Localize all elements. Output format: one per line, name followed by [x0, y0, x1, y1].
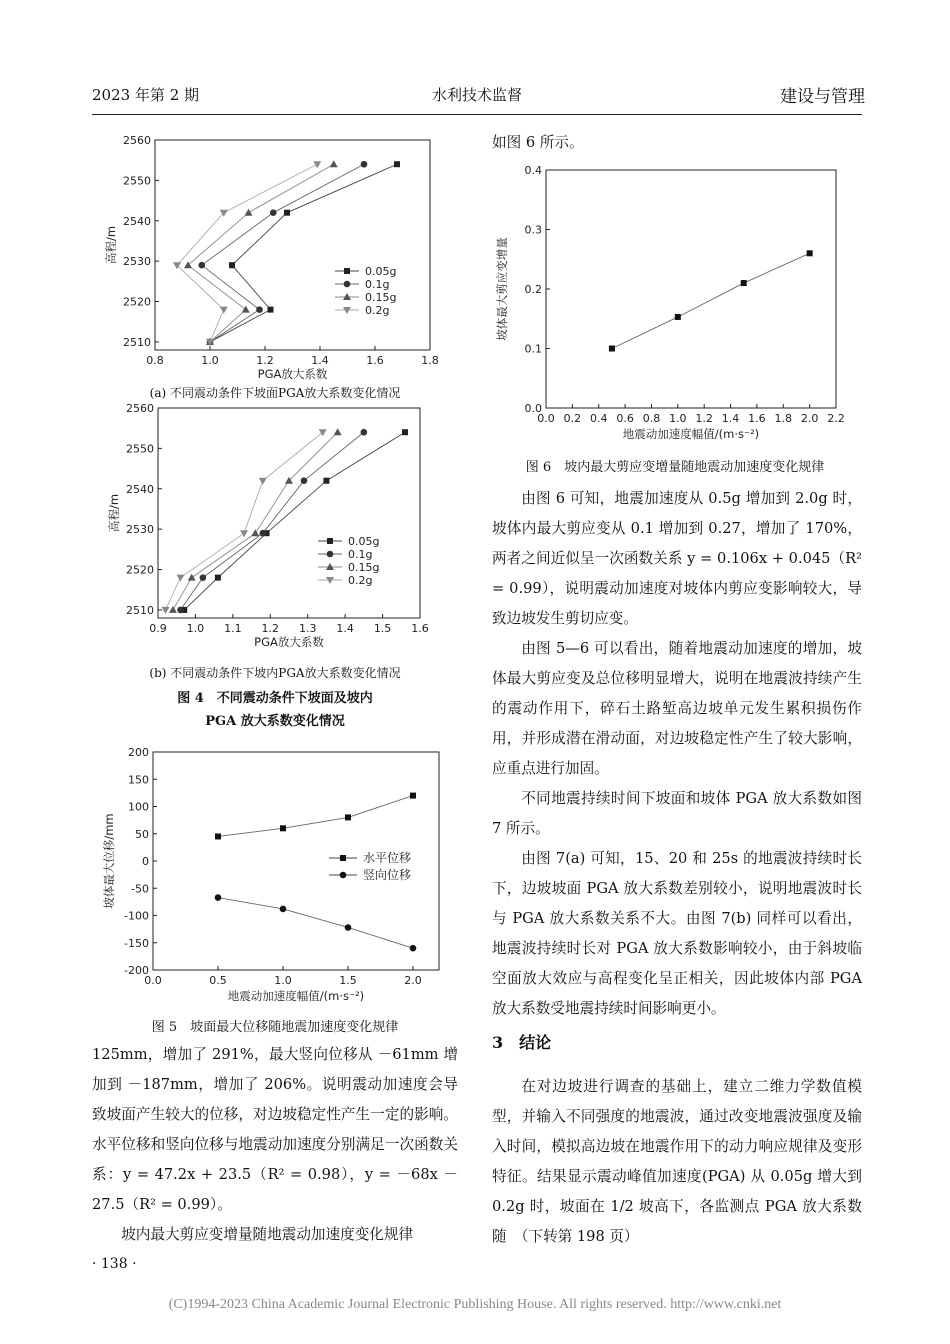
right-paragraph-3: 不同地震持续时间下坡面和坡体 PGA 放大系数如图 7 所示。	[492, 790, 862, 837]
x-axis-label: 地震动加速度幅值/(m·s⁻²)	[622, 427, 760, 441]
x-tick-label: 0.5	[209, 974, 227, 987]
figure-4a-caption: (a) 不同震动条件下坡面PGA放大系数变化情况	[149, 386, 401, 400]
y-tick-label: 200	[128, 746, 149, 759]
x-tick-label: 0.9	[149, 622, 167, 635]
figure-5-chart	[95, 742, 455, 1010]
section-title-conclusion: 3 结论	[492, 1033, 552, 1052]
data-point-0.2g	[220, 307, 228, 314]
figure-4a-chart	[100, 128, 450, 386]
y-tick-label: 100	[128, 800, 149, 814]
x-tick-label: 1.1	[224, 622, 242, 635]
x-tick-label: 1.8	[421, 354, 439, 367]
data-point-0.15g	[169, 606, 177, 613]
x-tick-label: 1.8	[774, 412, 793, 425]
legend-label: 0.1g	[365, 278, 390, 291]
x-axis-label: PGA放大系数	[257, 367, 328, 381]
x-tick-label: 1.0	[669, 412, 687, 425]
legend-marker-0.05g	[344, 268, 350, 274]
figure-5-caption: 图 5 坡面最大位移随地震加速度变化规律	[151, 1020, 399, 1035]
y-tick-label: 2510	[126, 603, 154, 617]
data-point-0.2g	[176, 575, 184, 582]
x-tick-label: 1.0	[274, 974, 292, 987]
data-point-0.15g	[330, 160, 338, 167]
legend-marker-竖向位移	[340, 872, 347, 879]
data-point-0.1g	[270, 209, 277, 216]
data-point-0.05g	[229, 262, 235, 268]
y-tick-label: 2540	[123, 214, 151, 228]
x-tick-label: 0.8	[642, 412, 661, 425]
data-point-0.1g	[177, 607, 184, 614]
x-tick-label: 1.5	[373, 622, 392, 635]
x-tick-label: 1.6	[748, 412, 766, 425]
y-tick-label: 150	[128, 773, 149, 787]
x-tick-label: 0.8	[146, 354, 164, 367]
y-tick-label: 50	[135, 827, 149, 841]
x-tick-label: 0.6	[616, 412, 634, 425]
data-point-0.05g	[284, 210, 290, 216]
x-tick-label: 1.0	[186, 622, 205, 635]
y-tick-label: -50	[131, 882, 149, 896]
data-point-竖向位移	[215, 894, 222, 901]
data-point-水平位移	[280, 825, 286, 831]
header-journal: 水利技术监督	[432, 86, 523, 104]
legend-marker-0.2g	[326, 577, 334, 584]
legend-marker-水平位移	[340, 855, 346, 861]
right-column-conclusion	[492, 1072, 862, 1252]
data-point-水平位移	[410, 793, 416, 799]
legend-label: 0.05g	[348, 535, 380, 548]
x-tick-label: 0.2	[563, 412, 582, 425]
data-point-0.15g	[188, 574, 196, 581]
right-paragraph-1: 由图 6 可知，地震加速度从 0.5g 增加到 2.0g 时，坡体内最大剪应变从 0.1 增加到 0.27，增加了 170%，两者之间近似呈一次函数关系 y = 0.106x + 0.045（R² = 0.99），说明震动加速度对坡体内剪应变影响较大，导致边坡发生剪切应变。	[492, 490, 862, 627]
x-tick-label: 0.0	[144, 974, 162, 987]
data-point-0.15g	[334, 428, 342, 435]
data-point-0.1g	[361, 429, 368, 436]
series-line-0.15g	[188, 164, 334, 342]
y-axis-label: 高程/m	[107, 493, 121, 533]
data-point-0.2g	[259, 478, 267, 485]
right-paragraph-0: 如图 6 所示。	[492, 134, 584, 151]
y-tick-label: 0	[142, 855, 149, 868]
data-point-竖向位移	[345, 924, 352, 931]
legend-label: 0.2g	[348, 574, 373, 587]
legend-label: 0.15g	[365, 291, 397, 304]
data-point-0.05g	[402, 429, 408, 435]
data-point-0.2g	[313, 161, 321, 168]
y-axis-label: 高程/m	[104, 225, 118, 265]
legend-marker-0.1g	[344, 281, 351, 288]
series-line-水平位移	[218, 796, 413, 837]
legend-label: 0.05g	[365, 265, 397, 278]
figure-4b-chart	[100, 398, 450, 654]
x-tick-label: 2.0	[800, 412, 819, 425]
y-axis-label: 坡体最大位移/mm	[102, 813, 116, 909]
x-tick-label: 1.2	[261, 622, 280, 635]
plot-frame	[546, 170, 836, 408]
legend-label: 0.1g	[348, 548, 373, 561]
data-point-竖向位移	[280, 906, 287, 913]
x-tick-label: 1.5	[339, 974, 357, 987]
figure-6-caption: 图 6 坡内最大剪应变增量随地震动加速度变化规律	[525, 460, 825, 475]
data-point-0.05g	[394, 161, 400, 167]
legend-marker-0.1g	[327, 551, 334, 558]
y-tick-label: 2560	[126, 402, 154, 415]
x-tick-label: 0.4	[589, 412, 608, 425]
figure-4-caption-line2: PGA 放大系数变化情况	[205, 714, 345, 729]
y-tick-label: 0.1	[524, 342, 542, 356]
x-tick-label: 2.0	[404, 974, 422, 987]
right-paragraph-4: 由图 7(a) 可知，15、20 和 25s 的地震波持续时长下，边坡坡面 PGA 放大系数差别较小，说明地震波时长与 PGA 放大系数关系不大。由图 7(b) 同样可以看出，地震波持续时长对 PGA 放大系数影响较小，由于斜坡临空面放大效应与高程变化呈正相关，因此坡体内部 PGA 放大系数受地震持续时间影响更小。	[492, 850, 862, 1017]
series-line-0.1g	[180, 432, 363, 610]
y-tick-label: 0.3	[524, 223, 542, 237]
x-tick-label: 1.4	[311, 354, 329, 367]
y-tick-label: 2530	[123, 255, 151, 269]
data-point-最大剪应变增量	[609, 346, 615, 352]
series-line-0.2g	[165, 432, 322, 610]
series-line-0.2g	[177, 164, 317, 342]
data-point-0.15g	[242, 306, 250, 313]
data-point-水平位移	[345, 814, 351, 820]
y-tick-label: 0.0	[524, 402, 542, 415]
y-axis-label: 坡体最大剪应变增量	[495, 237, 509, 341]
series-line-最大剪应变增量	[612, 253, 810, 348]
legend-marker-0.15g	[326, 563, 334, 570]
x-tick-label: 0.0	[537, 412, 555, 425]
y-tick-label: 2520	[126, 563, 154, 577]
x-axis-label: 地震动加速度幅值/(m·s⁻²)	[227, 989, 365, 1003]
data-point-0.1g	[260, 530, 267, 537]
x-tick-label: 1.4	[336, 622, 354, 635]
data-point-0.15g	[245, 209, 253, 216]
header-issue: 2023 年第 2 期	[92, 86, 200, 104]
legend-label: 0.2g	[365, 304, 390, 317]
data-point-0.1g	[198, 262, 205, 269]
series-line-竖向位移	[218, 898, 413, 949]
page-number: · 138 ·	[92, 1256, 137, 1272]
legend-label: 竖向位移	[363, 868, 412, 882]
x-tick-label: 1.3	[298, 622, 317, 635]
data-point-最大剪应变增量	[741, 280, 747, 286]
data-point-最大剪应变增量	[675, 314, 681, 320]
x-axis-label: PGA放大系数	[254, 635, 324, 649]
figure-4b-caption: (b) 不同震动条件下坡内PGA放大系数变化情况	[149, 666, 401, 680]
right-paragraph-5: 在对边坡进行调查的基础上，建立二维力学数值模型，并输入不同强度的地震波，通过改变地震波强度及输入时间，模拟高边坡在地震作用下的动力响应规律及变形特征。结果显示震动峰值加速度(PGA) 从 0.05g 增大到 0.2g 时，坡面在 1/2 坡高下，各监测点 PGA 放大系数随 （下转第 198 页）	[492, 1078, 862, 1245]
y-tick-label: 2540	[126, 482, 154, 496]
y-tick-label: -150	[124, 936, 149, 950]
data-point-0.1g	[301, 477, 308, 484]
left-column-text	[92, 1040, 458, 1250]
right-paragraph-2: 由图 5—6 可以看出，随着地震动加速度的增加，坡体最大剪应变及总位移明显增大，说明在地震波持续产生的震动作用下，碎石土路堑高边坡单元发生累积损伤作用，并形成潜在滑动面，对边坡稳定性产生了较大影响，应重点进行加固。	[492, 640, 862, 777]
x-tick-label: 1.6	[411, 622, 429, 635]
data-point-最大剪应变增量	[807, 250, 813, 256]
x-tick-label: 1.6	[366, 354, 384, 367]
data-point-水平位移	[215, 833, 221, 839]
legend-label: 0.15g	[348, 561, 380, 574]
y-tick-label: 0.4	[524, 164, 542, 177]
data-point-0.15g	[251, 529, 259, 536]
y-tick-label: 2530	[126, 523, 154, 537]
header-rule	[92, 114, 862, 115]
series-line-0.1g	[202, 164, 364, 342]
y-tick-label: 2550	[126, 442, 154, 456]
y-tick-label: 2550	[123, 174, 151, 188]
data-point-0.1g	[361, 161, 368, 168]
legend-label: 水平位移	[363, 851, 412, 865]
y-tick-label: -100	[124, 909, 149, 923]
right-column-text	[492, 484, 862, 1024]
legend-marker-0.15g	[343, 293, 351, 300]
plot-frame	[155, 140, 430, 350]
data-point-0.2g	[319, 429, 327, 436]
y-tick-label: 2560	[123, 134, 151, 147]
data-point-0.05g	[323, 478, 329, 484]
figure-4-caption-line1: 图 4 不同震动条件下坡面及坡内	[177, 691, 373, 706]
data-point-0.1g	[200, 574, 207, 581]
y-tick-label: 2510	[123, 335, 151, 349]
x-tick-label: 1.2	[256, 354, 274, 367]
data-point-0.2g	[161, 607, 169, 614]
series-line-0.15g	[173, 432, 338, 610]
left-paragraph-2: 坡内最大剪应变增量随地震动加速度变化规律	[121, 1226, 414, 1243]
y-tick-label: 2520	[123, 295, 151, 309]
data-point-0.05g	[268, 307, 274, 313]
data-point-0.1g	[256, 306, 263, 313]
data-point-0.2g	[240, 530, 248, 537]
legend-marker-0.05g	[327, 538, 333, 544]
header-section: 建设与管理	[780, 87, 865, 107]
x-tick-label: 2.2	[827, 412, 845, 425]
x-tick-label: 1.2	[695, 412, 713, 425]
data-point-0.05g	[215, 575, 221, 581]
y-tick-label: -200	[124, 964, 149, 977]
legend-marker-0.2g	[343, 307, 351, 314]
data-point-竖向位移	[410, 945, 417, 952]
footer-copyright: (C)1994-2023 China Academic Journal Electronic Publishing House. All rights reserved. http://www.cnki.net	[168, 1297, 782, 1312]
right-column-top	[492, 128, 862, 158]
figure-6-chart	[490, 160, 860, 445]
left-paragraph-1: 125mm，增加了 291%，最大竖向位移从 －61mm 增加到 －187mm，增加了 206%。说明震动加速度会导致坡面产生较大的位移，对边坡稳定性产生一定的影响。水平位移和竖向位移与地震动加速度分别满足一次函数关系：y = 47.2x + 23.5（R² = 0.98），y = －68x －27.5（R² = 0.99）。	[92, 1046, 458, 1213]
x-tick-label: 1.4	[721, 412, 740, 425]
y-tick-label: 0.2	[524, 283, 542, 296]
x-tick-label: 1.0	[201, 354, 219, 367]
